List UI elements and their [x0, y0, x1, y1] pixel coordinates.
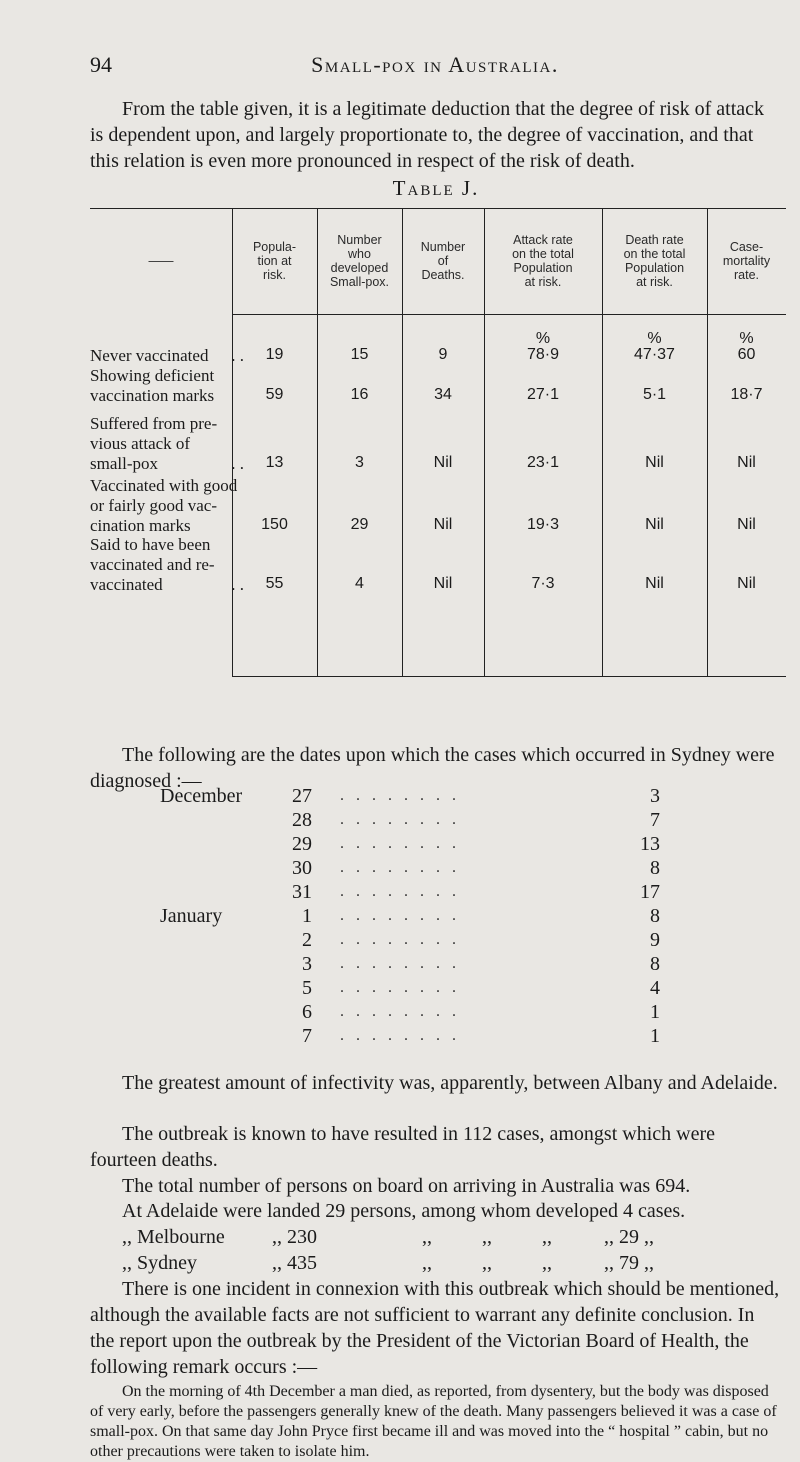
leader-dots: . . . . . . . .: [340, 883, 460, 900]
table-cell: Nil: [433, 454, 453, 471]
date-row: [0, 928, 800, 952]
date-row: [0, 784, 800, 808]
ditto-cell: ,, Sydney: [122, 1252, 197, 1274]
table-cell: 23·1: [526, 454, 560, 471]
table-cell: 29: [350, 516, 369, 533]
table-cell: 150: [261, 516, 288, 533]
case-count: 9: [650, 929, 660, 951]
table-cell: 34: [434, 386, 452, 403]
table-cell: 47·37: [634, 346, 675, 363]
leader-dots: . . . . . . . .: [340, 979, 460, 996]
row-label-line: Showing deficient: [90, 366, 215, 385]
date-month: January: [160, 905, 223, 927]
date-row: [0, 976, 800, 1000]
date-row: [0, 832, 800, 856]
date-day: 1: [302, 905, 312, 927]
column-header: Number of Deaths.: [420, 240, 466, 282]
row-label-line: cination marks: [90, 516, 191, 535]
leader-dots: . .: [231, 346, 244, 365]
leader-dots: . . . . . . . .: [340, 811, 460, 828]
column-header: Attack rate on the total Population at risk.: [512, 233, 574, 289]
table-top-rule: [90, 208, 786, 209]
row-label-line: or fairly good vac-: [90, 496, 217, 515]
case-count: 8: [650, 905, 660, 927]
running-head: Small-pox in Australia.: [311, 52, 559, 77]
ditto-cell: ,, 435: [272, 1252, 317, 1274]
paragraph-total: The total number of persons on board on arriving in Australia was 694.: [122, 1175, 691, 1197]
date-day: 29: [292, 833, 312, 855]
date-row: [0, 856, 800, 880]
row-label-line: Suffered from pre-: [90, 414, 218, 433]
table-bottom-rule: [232, 676, 786, 677]
ditto-cell: ,, 29 ,,: [604, 1226, 654, 1248]
table-cell: Nil: [737, 575, 756, 592]
leader-dots: . . . . . . . .: [340, 859, 460, 876]
percent-sign: %: [739, 330, 754, 347]
table-cell: 59: [265, 386, 284, 403]
row-label-line: Never vaccinated: [90, 346, 209, 365]
table-cell: 13: [265, 454, 284, 471]
case-count: 8: [650, 857, 660, 879]
case-count: 4: [650, 977, 660, 999]
row-label-line: Vaccinated with good: [90, 476, 238, 495]
ditto-cell: ,,: [482, 1226, 492, 1248]
row-label-line: small-pox: [90, 454, 158, 473]
ditto-cell: ,,: [422, 1252, 432, 1274]
table-cell: 19: [265, 346, 284, 363]
quote-paragraph: On the morning of 4th December a man died, as reported, from dysentery, but the body was disposed of very early, before the passengers generally knew of the death. Many passengers believed it was a case of small-pox. On that same day John Pryce first became ill and was moved into the “ hospital ” cabin, but no other precautions were taken to isolate him.: [90, 1383, 777, 1460]
page-number: 94: [90, 52, 112, 77]
date-day: 3: [302, 953, 312, 975]
ditto-cell: ,, 79 ,,: [604, 1252, 654, 1274]
column-header: Number who developed Small-pox.: [329, 233, 390, 289]
table-cell: 27·1: [526, 386, 560, 403]
date-day: 28: [292, 809, 312, 831]
closing-paragraph: There is one incident in connexion with this outbreak which should be mentioned, although the available facts are not sufficient to warrant any definite conclusion. In the report upon the outbreak by the President of the Victorian Board of Health, the following remark occurs :—: [90, 1278, 780, 1378]
leader-dots: . . . . . . . .: [340, 931, 460, 948]
table-cell: 18·7: [730, 386, 763, 403]
percent-sign: %: [647, 330, 662, 347]
row-label-line: vaccinated and re-: [90, 555, 215, 574]
case-count: 17: [640, 881, 660, 903]
intro-paragraph: From the table given, it is a legitimate deduction that the degree of risk of attack is dependent upon, and largely proportionate to, the degree of vaccination, and that this relation is even more pronounced in respect of the risk of death.: [90, 98, 765, 172]
dates-intro: The following are the dates upon which the cases which occurred in Sydney were diagnosed :—: [90, 744, 775, 792]
table-cell: 55: [265, 575, 284, 592]
table-cell: Nil: [645, 454, 664, 471]
date-row: [0, 1000, 800, 1024]
date-day: 6: [302, 1001, 312, 1023]
table-cell: Nil: [433, 516, 453, 533]
date-day: 5: [302, 977, 312, 999]
table-cell: Nil: [737, 454, 756, 471]
case-count: 7: [650, 809, 660, 831]
table-cell: Nil: [433, 575, 453, 592]
row-label-line: Said to have been: [90, 535, 211, 554]
table-cell: 9: [438, 346, 448, 363]
leader-dots: . . . . . . . .: [340, 955, 460, 972]
leader-dots: . . . . . . . .: [340, 907, 460, 924]
row-label-line: vious attack of: [90, 434, 191, 453]
table-cell: Nil: [645, 516, 664, 533]
table-cell: Nil: [737, 516, 756, 533]
paragraph-adelaide: At Adelaide were landed 29 persons, among whom developed 4 cases.: [122, 1200, 686, 1222]
date-row: [0, 1024, 800, 1048]
paragraph-infectivity: The greatest amount of infectivity was, apparently, between Albany and Adelaide.: [122, 1072, 778, 1094]
case-count: 8: [650, 953, 660, 975]
case-count: 1: [650, 1001, 660, 1023]
date-day: 2: [302, 929, 312, 951]
column-header: Death rate on the total Population at risk.: [623, 233, 686, 289]
page-header: [90, 34, 780, 77]
ditto-cell: ,,: [542, 1252, 552, 1274]
date-day: 7: [302, 1025, 312, 1047]
table-cell: 60: [737, 346, 756, 363]
table-cell: 15: [350, 346, 369, 363]
ditto-row: [122, 1224, 782, 1250]
paragraph-outbreak: The outbreak is known to have resulted in 112 cases, amongst which were fourteen deaths.: [90, 1123, 715, 1171]
case-count: 13: [640, 833, 660, 855]
leader-dots: . .: [231, 575, 244, 594]
ditto-cell: ,,: [542, 1226, 552, 1248]
date-month: December: [160, 785, 243, 807]
ditto-cell: ,, 230: [272, 1226, 317, 1248]
table-cell: Nil: [645, 575, 664, 592]
case-count: 1: [650, 1025, 660, 1047]
ditto-cell: ,, Melbourne: [122, 1226, 225, 1248]
table-corner: ——: [148, 254, 174, 268]
table-title: Table J.: [392, 176, 480, 200]
column-header: Case- mortality rate.: [722, 240, 771, 282]
ditto-cell: ,,: [422, 1226, 432, 1248]
row-label-line: vaccinated: [90, 575, 163, 594]
table-cell: 3: [355, 454, 364, 471]
leader-dots: . . . . . . . .: [340, 1027, 460, 1044]
leader-dots: . .: [231, 454, 244, 473]
table-header-rule: [232, 314, 786, 315]
row-label-line: vaccination marks: [90, 386, 215, 405]
date-row: [0, 904, 800, 928]
table-cell: 19·3: [526, 516, 560, 533]
leader-dots: . . . . . . . .: [340, 1003, 460, 1020]
date-row: [0, 952, 800, 976]
date-day: 31: [292, 881, 312, 903]
table-cell: 4: [355, 575, 364, 592]
date-day: 30: [292, 857, 312, 879]
table-cell: 16: [350, 386, 369, 403]
ditto-row: [122, 1250, 782, 1276]
date-row: [0, 880, 800, 904]
table-cell: 78·9: [526, 346, 560, 363]
column-header: Popula- tion at risk.: [252, 240, 297, 282]
date-day: 27: [292, 785, 312, 807]
table-cell: 5·1: [642, 386, 667, 403]
table-cell: 7·3: [531, 575, 555, 592]
leader-dots: . . . . . . . .: [340, 787, 460, 804]
leader-dots: . . . . . . . .: [340, 835, 460, 852]
ditto-cell: ,,: [482, 1252, 492, 1274]
case-count: 3: [650, 785, 660, 807]
percent-sign: %: [535, 330, 551, 347]
date-row: [0, 808, 800, 832]
